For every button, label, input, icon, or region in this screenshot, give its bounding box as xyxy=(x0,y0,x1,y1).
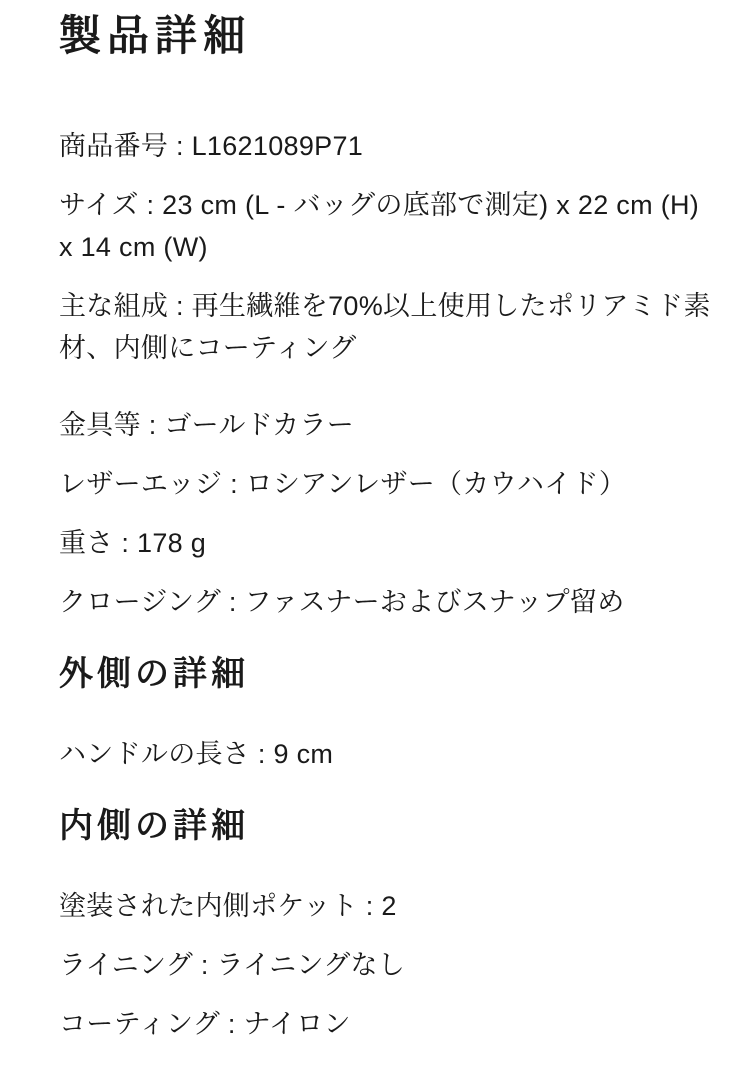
spec-separator: : xyxy=(220,1009,244,1039)
spec-label: 塗装された内側ポケット xyxy=(59,891,358,921)
spec-value: 23 cm (L - バッグの底部で測定) x 22 cm (H) x 14 cm (W) xyxy=(59,190,700,262)
spec-row-leather-edge xyxy=(59,463,719,505)
spec-separator: : xyxy=(140,410,165,440)
spec-separator: : xyxy=(193,950,217,980)
section-heading-exterior: 外側の詳細 xyxy=(59,655,249,693)
section-heading-interior: 内側の詳細 xyxy=(59,807,249,845)
spec-separator: : xyxy=(357,891,382,921)
spec-row-main-composition xyxy=(59,285,719,369)
spec-label: レザーエッジ xyxy=(59,469,223,499)
spec-row-size xyxy=(59,184,719,268)
spec-value: L1621089P71 xyxy=(191,131,364,161)
spec-label: クロージング xyxy=(59,587,222,617)
spec-row-hardware xyxy=(59,404,719,446)
spec-label: コーティング xyxy=(59,1009,221,1039)
spec-value: 再生繊維を70%以上使用したポリアミド素材、内側にコーティング xyxy=(59,291,711,363)
spec-label: 金具等 xyxy=(59,410,141,440)
spec-row-weight xyxy=(59,522,719,564)
spec-value: ロシアンレザー（カウハイド） xyxy=(245,469,627,499)
spec-separator: : xyxy=(138,190,163,220)
spec-value: ナイロン xyxy=(243,1009,351,1039)
exterior-details-section xyxy=(59,652,720,775)
product-specs-section xyxy=(59,125,720,623)
spec-row-handle-length xyxy=(59,733,719,775)
spec-label: ライニング xyxy=(59,950,194,980)
spec-value: 9 cm xyxy=(273,739,334,769)
spec-separator: : xyxy=(113,528,138,558)
spec-label: ハンドルの長さ xyxy=(59,739,251,769)
spec-row-item-number xyxy=(59,125,719,167)
spec-label: 重さ xyxy=(59,528,114,558)
spec-value: 178 g xyxy=(137,528,207,558)
spec-separator: : xyxy=(222,469,246,499)
spec-value: ライニングなし xyxy=(216,950,406,980)
spec-row-lining xyxy=(59,944,719,986)
spec-row-coating xyxy=(59,1003,719,1045)
spec-label: サイズ xyxy=(59,190,139,220)
page-title: 製品詳細 xyxy=(59,12,252,59)
spec-row-inner-pockets xyxy=(59,885,719,927)
interior-details-section xyxy=(59,804,720,1045)
spec-value: ゴールドカラー xyxy=(164,410,355,440)
spec-separator: : xyxy=(221,587,245,617)
spec-separator: : xyxy=(168,291,192,321)
spec-label: 商品番号 xyxy=(59,131,169,161)
spec-value: 2 xyxy=(381,891,397,921)
spec-separator: : xyxy=(168,131,192,161)
spec-label: 主な組成 xyxy=(59,291,169,321)
spec-separator: : xyxy=(250,739,274,769)
spec-row-closing xyxy=(59,581,719,623)
spec-value: ファスナーおよびスナップ留め xyxy=(244,587,625,617)
